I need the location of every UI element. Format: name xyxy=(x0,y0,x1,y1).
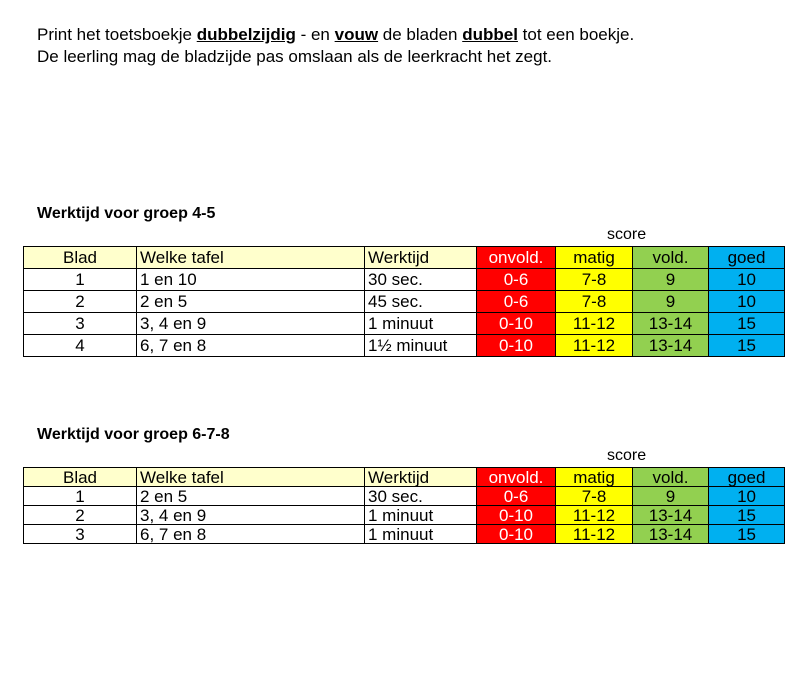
cell-matig: 7-8 xyxy=(556,291,633,313)
table-row xyxy=(24,313,785,335)
cell-blad: 1 xyxy=(24,487,137,506)
cell-goed: 10 xyxy=(709,487,785,506)
header-blad: Blad xyxy=(24,247,137,269)
cell-matig: 7-8 xyxy=(556,487,633,506)
cell-onvold: 0-10 xyxy=(477,335,556,357)
cell-tafel: 3, 4 en 9 xyxy=(137,506,365,525)
cell-werktijd: 1 minuut xyxy=(365,525,477,544)
intro-text xyxy=(37,24,634,68)
table-row xyxy=(24,269,785,291)
header-matig: matig xyxy=(556,247,633,269)
emphasis-dubbel: dubbel xyxy=(462,25,518,44)
cell-blad: 3 xyxy=(24,525,137,544)
cell-onvold: 0-6 xyxy=(477,291,556,313)
table-row xyxy=(24,335,785,357)
header-vold: vold. xyxy=(633,468,709,487)
cell-goed: 15 xyxy=(709,335,785,357)
table-header-row xyxy=(24,247,785,269)
header-onvold: onvold. xyxy=(477,468,556,487)
cell-werktijd: 30 sec. xyxy=(365,487,477,506)
table-row xyxy=(24,506,785,525)
header-onvold: onvold. xyxy=(477,247,556,269)
cell-matig: 11-12 xyxy=(556,506,633,525)
intro-text-part: - en xyxy=(295,25,335,44)
cell-tafel: 6, 7 en 8 xyxy=(137,335,365,357)
werktijd-table-groep-4-5 xyxy=(23,246,785,357)
cell-werktijd: 45 sec. xyxy=(365,291,477,313)
cell-vold: 13-14 xyxy=(633,335,709,357)
cell-vold: 9 xyxy=(633,269,709,291)
cell-blad: 4 xyxy=(24,335,137,357)
cell-goed: 15 xyxy=(709,525,785,544)
intro-text-part: tot een boekje. xyxy=(517,25,635,44)
werktijd-table-groep-6-7-8 xyxy=(23,467,785,544)
intro-line-1 xyxy=(37,24,634,46)
cell-blad: 3 xyxy=(24,313,137,335)
table-row xyxy=(24,525,785,544)
cell-matig: 11-12 xyxy=(556,525,633,544)
cell-vold: 13-14 xyxy=(633,313,709,335)
cell-onvold: 0-6 xyxy=(477,487,556,506)
cell-goed: 15 xyxy=(709,313,785,335)
header-blad: Blad xyxy=(24,468,137,487)
header-goed: goed xyxy=(709,247,785,269)
score-label: score xyxy=(607,447,647,464)
header-goed: goed xyxy=(709,468,785,487)
cell-tafel: 3, 4 en 9 xyxy=(137,313,365,335)
cell-werktijd: 1 minuut xyxy=(365,506,477,525)
score-label: score xyxy=(607,226,647,243)
cell-werktijd: 1½ minuut xyxy=(365,335,477,357)
section-title-groep-4-5: Werktijd voor groep 4-5 xyxy=(37,205,216,222)
cell-goed: 10 xyxy=(709,269,785,291)
header-werktijd: Werktijd xyxy=(365,468,477,487)
cell-vold: 9 xyxy=(633,291,709,313)
cell-vold: 13-14 xyxy=(633,506,709,525)
intro-line-2: De leerling mag de bladzijde pas omslaan als de leerkracht het zegt. xyxy=(37,47,553,66)
emphasis-dubbelzijdig: dubbelzijdig xyxy=(196,25,296,44)
cell-matig: 7-8 xyxy=(556,269,633,291)
header-werktijd: Werktijd xyxy=(365,247,477,269)
cell-blad: 2 xyxy=(24,291,137,313)
table-header-row xyxy=(24,468,785,487)
cell-onvold: 0-10 xyxy=(477,313,556,335)
cell-onvold: 0-10 xyxy=(477,525,556,544)
cell-tafel: 2 en 5 xyxy=(137,487,365,506)
cell-tafel: 2 en 5 xyxy=(137,291,365,313)
intro-text-part: de bladen xyxy=(378,25,463,44)
emphasis-vouw: vouw xyxy=(334,25,379,44)
header-welke-tafel: Welke tafel xyxy=(137,468,365,487)
cell-blad: 1 xyxy=(24,269,137,291)
cell-goed: 15 xyxy=(709,506,785,525)
header-matig: matig xyxy=(556,468,633,487)
cell-werktijd: 30 sec. xyxy=(365,269,477,291)
cell-onvold: 0-10 xyxy=(477,506,556,525)
intro-text-part: Print het toetsboekje xyxy=(37,25,197,44)
cell-blad: 2 xyxy=(24,506,137,525)
cell-matig: 11-12 xyxy=(556,335,633,357)
table-row xyxy=(24,487,785,506)
cell-vold: 13-14 xyxy=(633,525,709,544)
cell-onvold: 0-6 xyxy=(477,269,556,291)
cell-vold: 9 xyxy=(633,487,709,506)
header-welke-tafel: Welke tafel xyxy=(137,247,365,269)
header-vold: vold. xyxy=(633,247,709,269)
cell-matig: 11-12 xyxy=(556,313,633,335)
cell-goed: 10 xyxy=(709,291,785,313)
cell-werktijd: 1 minuut xyxy=(365,313,477,335)
cell-tafel: 1 en 10 xyxy=(137,269,365,291)
cell-tafel: 6, 7 en 8 xyxy=(137,525,365,544)
table-row xyxy=(24,291,785,313)
section-title-groep-6-7-8: Werktijd voor groep 6-7-8 xyxy=(37,426,230,443)
